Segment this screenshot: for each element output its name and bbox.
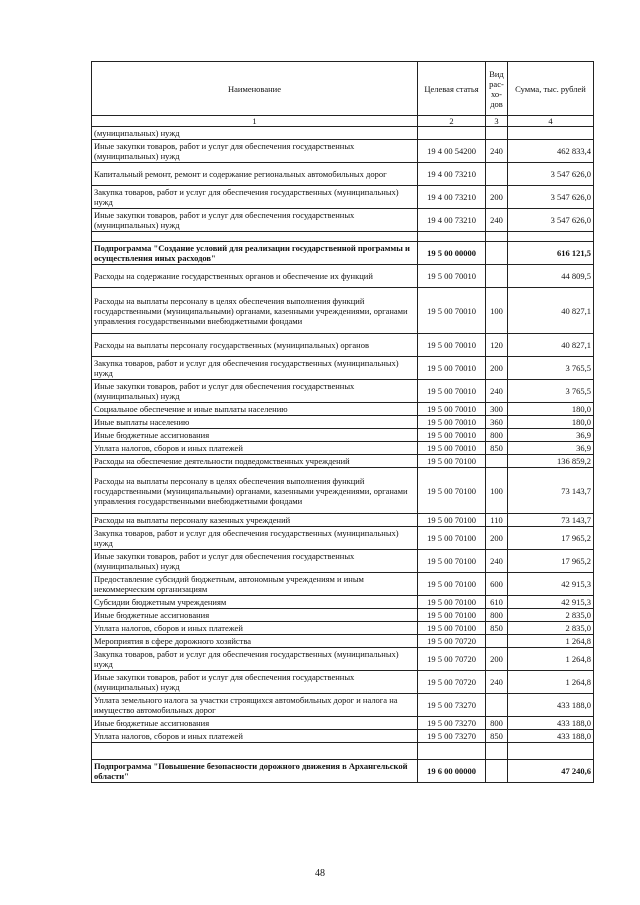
cell-name: Иные бюджетные ассигнования (92, 429, 418, 442)
table-row (92, 403, 594, 416)
table-row (92, 140, 594, 163)
cell-name: (муниципальных) нужд (92, 127, 418, 140)
table-row (92, 163, 594, 186)
cell-type (486, 242, 508, 265)
cell-type: 240 (486, 209, 508, 232)
table-row (92, 334, 594, 357)
cell-type: 850 (486, 622, 508, 635)
cell-name: Расходы на обеспечение деятельности подведомственных учреждений (92, 455, 418, 468)
cell-sum: 3 547 626,0 (508, 163, 594, 186)
column-index-row (92, 116, 594, 127)
cell-type (486, 265, 508, 288)
cell-type: 850 (486, 442, 508, 455)
table-row (92, 527, 594, 550)
cell-sum: 3 547 626,0 (508, 186, 594, 209)
cell-sum: 3 765,5 (508, 380, 594, 403)
column-index-4: 4 (508, 116, 594, 127)
cell-name: Расходы на выплаты персоналу государственных (муниципальных) органов (92, 334, 418, 357)
cell-sum: 180,0 (508, 416, 594, 429)
cell-type: 800 (486, 609, 508, 622)
cell-sum (508, 743, 594, 760)
cell-article: 19 5 00 70720 (418, 648, 486, 671)
cell-article: 19 5 00 70100 (418, 468, 486, 514)
table-row (92, 635, 594, 648)
cell-article: 19 5 00 70010 (418, 429, 486, 442)
cell-name: Капитальный ремонт, ремонт и содержание региональных автомобильных дорог (92, 163, 418, 186)
cell-article: 19 5 00 70010 (418, 416, 486, 429)
table-row (92, 468, 594, 514)
table-row (92, 455, 594, 468)
table-row (92, 127, 594, 140)
cell-sum: 17 965,2 (508, 550, 594, 573)
spacer-row (92, 232, 594, 242)
cell-article: 19 5 00 70100 (418, 455, 486, 468)
cell-sum: 616 121,5 (508, 242, 594, 265)
cell-name: Иные выплаты населению (92, 416, 418, 429)
cell-sum: 40 827,1 (508, 288, 594, 334)
cell-article: 19 5 00 73270 (418, 717, 486, 730)
cell-article: 19 5 00 73270 (418, 730, 486, 743)
cell-type: 850 (486, 730, 508, 743)
cell-type: 240 (486, 671, 508, 694)
cell-sum: 2 835,0 (508, 622, 594, 635)
cell-article: 19 4 00 54200 (418, 140, 486, 163)
cell-name: Подпрограмма "Создание условий для реализации государственной программы и осуществления иных расходов" (92, 242, 418, 265)
cell-article: 19 5 00 70720 (418, 671, 486, 694)
cell-name: Расходы на выплаты персоналу казенных учреждений (92, 514, 418, 527)
table-row (92, 514, 594, 527)
cell-type: 240 (486, 550, 508, 573)
cell-sum (508, 232, 594, 242)
table-row (92, 622, 594, 635)
cell-name: Закупка товаров, работ и услуг для обеспечения государственных (муниципальных) нужд (92, 186, 418, 209)
cell-sum: 47 240,6 (508, 760, 594, 783)
column-index-2: 2 (418, 116, 486, 127)
cell-article: 19 5 00 70100 (418, 514, 486, 527)
cell-article (418, 743, 486, 760)
cell-type (486, 694, 508, 717)
cell-name: Закупка товаров, работ и услуг для обеспечения государственных (муниципальных) нужд (92, 357, 418, 380)
cell-sum: 1 264,8 (508, 671, 594, 694)
cell-name: Расходы на выплаты персоналу в целях обеспечения выполнения функций государственными (муниципальными) органами, казенными учреждениями, органами управления государственными внебюджетными фондами (92, 288, 418, 334)
cell-name: Подпрограмма "Повышение безопасности дорожного движения в Архангельской области" (92, 760, 418, 783)
cell-sum: 17 965,2 (508, 527, 594, 550)
cell-type: 200 (486, 527, 508, 550)
cell-article: 19 5 00 70010 (418, 403, 486, 416)
cell-name: Иные бюджетные ассигнования (92, 609, 418, 622)
cell-type (486, 163, 508, 186)
table-row (92, 730, 594, 743)
table-header (92, 62, 594, 127)
cell-sum: 433 188,0 (508, 694, 594, 717)
cell-article: 19 5 00 70100 (418, 596, 486, 609)
cell-article: 19 5 00 70010 (418, 265, 486, 288)
cell-sum: 1 264,8 (508, 648, 594, 671)
cell-type: 800 (486, 429, 508, 442)
cell-name: Уплата налогов, сборов и иных платежей (92, 442, 418, 455)
cell-type: 100 (486, 288, 508, 334)
cell-type: 800 (486, 717, 508, 730)
cell-type: 200 (486, 648, 508, 671)
cell-name: Иные закупки товаров, работ и услуг для обеспечения государственных (муниципальных) нужд (92, 209, 418, 232)
table-row (92, 596, 594, 609)
table-row (92, 648, 594, 671)
cell-article (418, 127, 486, 140)
table-row (92, 416, 594, 429)
cell-name (92, 232, 418, 242)
cell-sum: 433 188,0 (508, 730, 594, 743)
cell-article: 19 5 00 70010 (418, 357, 486, 380)
cell-article: 19 5 00 70100 (418, 527, 486, 550)
table-row (92, 694, 594, 717)
subprogram-row (92, 760, 594, 783)
table-row (92, 429, 594, 442)
cell-article: 19 5 00 00000 (418, 242, 486, 265)
column-index-1: 1 (92, 116, 418, 127)
cell-name: Расходы на содержание государственных органов и обеспечение их функций (92, 265, 418, 288)
cell-name: Предоставление субсидий бюджетным, автономным учреждениям и иным некоммерческим организациям (92, 573, 418, 596)
cell-article: 19 5 00 70720 (418, 635, 486, 648)
table-row (92, 717, 594, 730)
cell-name: Уплата налогов, сборов и иных платежей (92, 730, 418, 743)
table-row (92, 573, 594, 596)
header-type: Вид рас-хо-дов (486, 62, 508, 116)
cell-sum: 73 143,7 (508, 468, 594, 514)
cell-name: Иные бюджетные ассигнования (92, 717, 418, 730)
cell-sum: 44 809,5 (508, 265, 594, 288)
cell-name: Иные закупки товаров, работ и услуг для обеспечения государственных (муниципальных) нужд (92, 140, 418, 163)
cell-sum: 433 188,0 (508, 717, 594, 730)
cell-sum: 42 915,3 (508, 573, 594, 596)
cell-sum: 462 833,4 (508, 140, 594, 163)
cell-article: 19 4 00 73210 (418, 163, 486, 186)
cell-sum: 36,9 (508, 442, 594, 455)
cell-article: 19 5 00 70010 (418, 288, 486, 334)
cell-name: Уплата налогов, сборов и иных платежей (92, 622, 418, 635)
cell-type: 610 (486, 596, 508, 609)
cell-sum: 180,0 (508, 403, 594, 416)
cell-name: Мероприятия в сфере дорожного хозяйства (92, 635, 418, 648)
cell-sum: 2 835,0 (508, 609, 594, 622)
cell-name: Иные закупки товаров, работ и услуг для обеспечения государственных (муниципальных) нужд (92, 380, 418, 403)
cell-type: 200 (486, 357, 508, 380)
budget-table (91, 61, 594, 783)
cell-sum (508, 127, 594, 140)
cell-article: 19 4 00 73210 (418, 209, 486, 232)
cell-sum: 73 143,7 (508, 514, 594, 527)
table-row (92, 265, 594, 288)
table-row (92, 288, 594, 334)
cell-type: 120 (486, 334, 508, 357)
cell-name: Иные закупки товаров, работ и услуг для обеспечения государственных (муниципальных) нужд (92, 550, 418, 573)
cell-type (486, 760, 508, 783)
cell-sum: 1 264,8 (508, 635, 594, 648)
cell-article: 19 5 00 70010 (418, 380, 486, 403)
cell-article: 19 5 00 70100 (418, 573, 486, 596)
cell-type (486, 455, 508, 468)
cell-article: 19 5 00 70010 (418, 334, 486, 357)
cell-article: 19 5 00 73270 (418, 694, 486, 717)
cell-article: 19 5 00 70100 (418, 550, 486, 573)
cell-type: 110 (486, 514, 508, 527)
cell-name: Расходы на выплаты персоналу в целях обеспечения выполнения функций государственными (муниципальными) органами, казенными учреждениями, органами управления государственными внебюджетными фондами (92, 468, 418, 514)
page-number: 48 (315, 868, 325, 879)
cell-name: Иные закупки товаров, работ и услуг для обеспечения государственных (муниципальных) нужд (92, 671, 418, 694)
table-row (92, 186, 594, 209)
cell-type: 100 (486, 468, 508, 514)
table-row (92, 609, 594, 622)
header-article: Целевая статья (418, 62, 486, 116)
cell-type: 300 (486, 403, 508, 416)
subprogram-row (92, 242, 594, 265)
table-row (92, 442, 594, 455)
cell-type: 360 (486, 416, 508, 429)
cell-type: 200 (486, 186, 508, 209)
table-row (92, 671, 594, 694)
cell-article: 19 5 00 70100 (418, 622, 486, 635)
table-body (92, 127, 594, 783)
header-sum: Сумма, тыс. рублей (508, 62, 594, 116)
cell-article: 19 4 00 73210 (418, 186, 486, 209)
cell-article: 19 5 00 70100 (418, 609, 486, 622)
cell-type (486, 635, 508, 648)
spacer-row (92, 743, 594, 760)
cell-type: 600 (486, 573, 508, 596)
table-row (92, 380, 594, 403)
cell-sum: 3 547 626,0 (508, 209, 594, 232)
header-name: Наименование (92, 62, 418, 116)
cell-article: 19 6 00 00000 (418, 760, 486, 783)
cell-type: 240 (486, 140, 508, 163)
cell-sum: 42 915,3 (508, 596, 594, 609)
cell-sum: 136 859,2 (508, 455, 594, 468)
cell-type (486, 743, 508, 760)
cell-name: Уплата земельного налога за участки строящихся автомобильных дорог и налога на имущество автомобильных дорог (92, 694, 418, 717)
cell-type: 240 (486, 380, 508, 403)
cell-sum: 3 765,5 (508, 357, 594, 380)
cell-type (486, 127, 508, 140)
cell-article (418, 232, 486, 242)
cell-sum: 40 827,1 (508, 334, 594, 357)
cell-name: Закупка товаров, работ и услуг для обеспечения государственных (муниципальных) нужд (92, 527, 418, 550)
cell-type (486, 232, 508, 242)
table-row (92, 550, 594, 573)
table-row (92, 357, 594, 380)
cell-name: Закупка товаров, работ и услуг для обеспечения государственных (муниципальных) нужд (92, 648, 418, 671)
cell-name: Социальное обеспечение и иные выплаты населению (92, 403, 418, 416)
cell-name (92, 743, 418, 760)
cell-sum: 36,9 (508, 429, 594, 442)
cell-name: Субсидии бюджетным учреждениям (92, 596, 418, 609)
table-row (92, 209, 594, 232)
column-index-3: 3 (486, 116, 508, 127)
cell-article: 19 5 00 70010 (418, 442, 486, 455)
